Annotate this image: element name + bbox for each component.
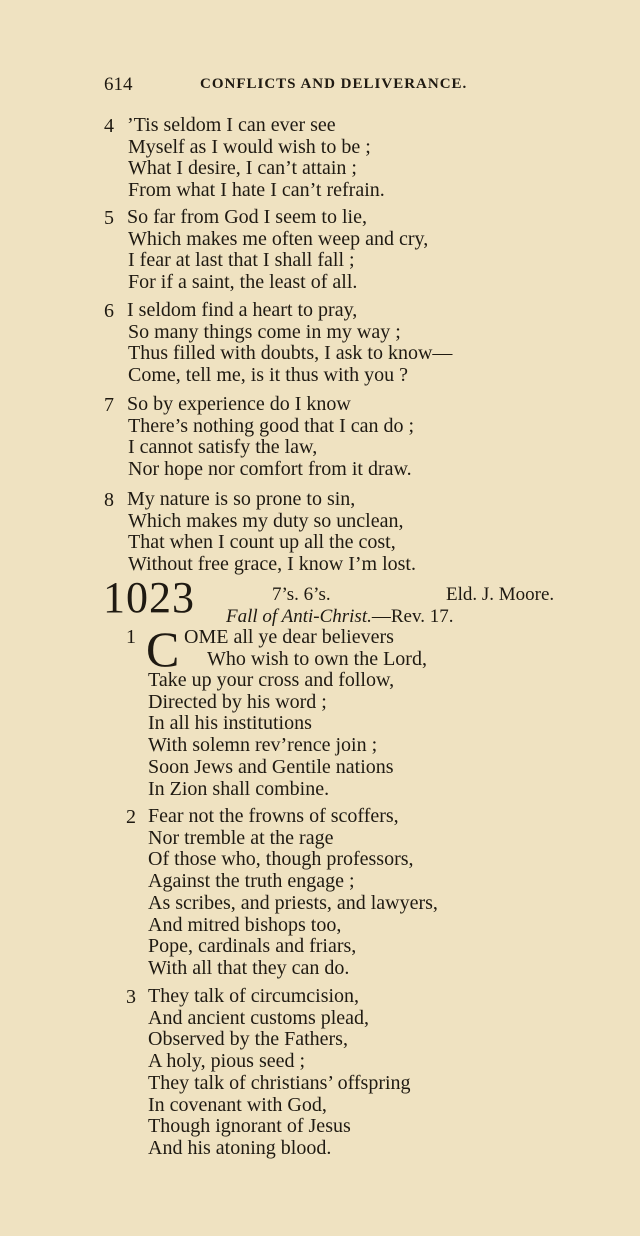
hymn-title bbox=[226, 606, 453, 628]
stanza-8 bbox=[104, 489, 416, 576]
stanza-number: 8 bbox=[104, 489, 114, 511]
verse-line: And mitred bishops too, bbox=[148, 913, 342, 936]
stanza-number: 4 bbox=[104, 115, 114, 137]
scripture-reference: —Rev. 17. bbox=[371, 606, 454, 627]
verse-line: Take up your cross and follow, bbox=[148, 669, 395, 691]
verse-line: OME all ye dear believers bbox=[184, 626, 394, 648]
drop-cap: C bbox=[146, 621, 180, 677]
verse-line: In Zion shall combine. bbox=[148, 777, 330, 800]
verse-line: There’s nothing good that I can do ; bbox=[128, 414, 415, 437]
verse-line: From what I hate I can’t refrain. bbox=[128, 179, 385, 202]
verse-line: Who wish to own the Lord, bbox=[207, 648, 427, 670]
verse-line: I cannot satisfy the law, bbox=[128, 436, 318, 459]
verse-line: Against the truth engage ; bbox=[148, 870, 355, 893]
page-header bbox=[104, 74, 524, 98]
verse-line: In covenant with God, bbox=[148, 1093, 327, 1116]
stanza-2 bbox=[126, 806, 438, 980]
verse-line: For if a saint, the least of all. bbox=[128, 271, 358, 294]
verse-line: And ancient customs plead, bbox=[148, 1006, 370, 1029]
verse-line: Nor hope nor comfort from it draw. bbox=[128, 458, 412, 481]
verse-line: Directed by his word ; bbox=[148, 690, 327, 713]
verse-line: Fear not the frowns of scoffers, bbox=[148, 805, 399, 827]
verse-line: Soon Jews and Gentile nations bbox=[148, 755, 394, 778]
verse-line: So by experience do I know bbox=[127, 393, 351, 415]
verse-line: I fear at last that I shall fall ; bbox=[128, 249, 355, 272]
verse-line: ’Tis seldom I can ever see bbox=[127, 114, 336, 136]
hymn-number: 1023 bbox=[103, 573, 195, 622]
stanza-number: 1 bbox=[126, 626, 136, 648]
stanza-number: 3 bbox=[126, 986, 136, 1008]
stanza-7 bbox=[104, 394, 414, 481]
verse-line: So many things come in my way ; bbox=[128, 320, 401, 343]
stanza-3 bbox=[126, 986, 411, 1160]
page-number: 614 bbox=[104, 74, 133, 95]
verse-line: My nature is so prone to sin, bbox=[127, 488, 356, 510]
verse-line: With solemn rev’rence join ; bbox=[148, 734, 378, 757]
verse-line: Which makes me often weep and cry, bbox=[128, 227, 429, 250]
stanza-4 bbox=[104, 115, 385, 202]
verse-line: What I desire, I can’t attain ; bbox=[128, 157, 357, 180]
stanza-number: 6 bbox=[104, 300, 114, 322]
verse-line: Come, tell me, is it thus with you ? bbox=[128, 364, 408, 387]
verse-line: So far from God I seem to lie, bbox=[127, 206, 367, 228]
verse-line: Myself as I would wish to be ; bbox=[128, 135, 371, 158]
verse-line: And his atoning blood. bbox=[148, 1136, 332, 1159]
verse-line: Of those who, though professors, bbox=[148, 848, 414, 871]
stanza-number: 2 bbox=[126, 806, 136, 828]
verse-line: Pope, cardinals and friars, bbox=[148, 935, 357, 958]
stanza-number: 5 bbox=[104, 207, 114, 229]
verse-line: With all that they can do. bbox=[148, 956, 350, 979]
verse-line: Observed by the Fathers, bbox=[148, 1028, 348, 1051]
verse-line: Nor tremble at the rage bbox=[148, 826, 334, 849]
stanza-5 bbox=[104, 207, 428, 294]
verse-line: Without free grace, I know I’m lost. bbox=[128, 553, 416, 576]
stanza-1 bbox=[126, 670, 394, 800]
verse-line: Though ignorant of Jesus bbox=[148, 1115, 351, 1138]
hymn-title-text: Fall of Anti-Christ. bbox=[226, 606, 372, 627]
verse-line: They talk of circumcision, bbox=[148, 985, 360, 1007]
verse-line: They talk of christians’ offspring bbox=[148, 1071, 411, 1094]
hymn-author: Eld. J. Moore. bbox=[446, 584, 555, 605]
verse-line: As scribes, and priests, and lawyers, bbox=[148, 891, 438, 914]
verse-line: Thus filled with doubts, I ask to know— bbox=[128, 342, 453, 365]
verse-line: Which makes my duty so unclean, bbox=[128, 509, 404, 532]
verse-line: A holy, pious seed ; bbox=[148, 1050, 306, 1073]
verse-line: I seldom find a heart to pray, bbox=[127, 299, 358, 321]
stanza-number: 7 bbox=[104, 394, 114, 416]
verse-line: In all his institutions bbox=[148, 712, 312, 735]
running-title: CONFLICTS AND DELIVERANCE. bbox=[200, 76, 468, 92]
hymn-meter: 7’s. 6’s. bbox=[272, 584, 331, 605]
stanza-6 bbox=[104, 300, 452, 387]
verse-line: That when I count up all the cost, bbox=[128, 531, 396, 554]
